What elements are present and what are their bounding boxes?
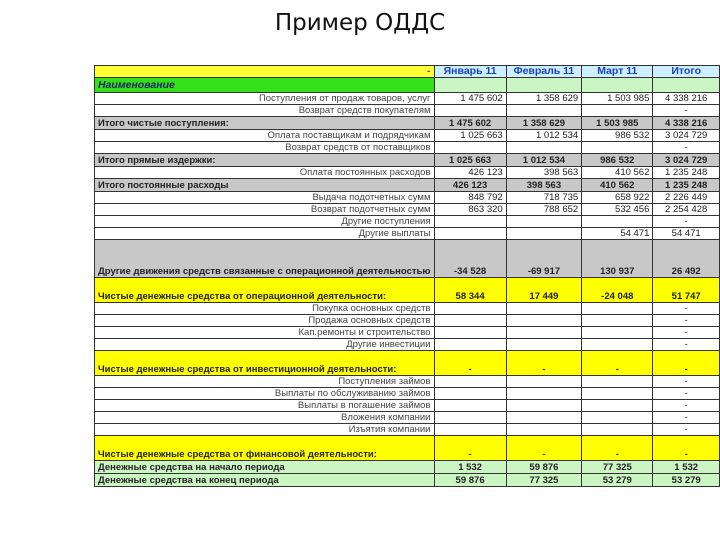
- value-cell: 51 747: [653, 278, 720, 303]
- row-label: Денежные средства на конец периода: [95, 474, 435, 487]
- value-cell: [582, 105, 653, 117]
- value-cell: [582, 412, 653, 424]
- column-header-total: Итого: [653, 66, 720, 78]
- table-row: [95, 436, 720, 461]
- table-row: [95, 130, 720, 142]
- row-label: Другие выплаты: [95, 228, 435, 240]
- value-cell: 3 024 729: [653, 130, 720, 142]
- value-cell: 1 025 663: [434, 154, 506, 167]
- value-cell: -69 917: [506, 240, 582, 278]
- column-header-march: Март 11: [582, 66, 653, 78]
- table-row: [95, 240, 720, 278]
- row-label: Кап.ремонты и строительство: [95, 327, 435, 339]
- value-cell: -: [653, 388, 720, 400]
- value-cell: 1 012 534: [506, 130, 582, 142]
- header-row: [95, 66, 720, 78]
- value-cell: [582, 388, 653, 400]
- table-row: [95, 216, 720, 228]
- value-cell: 1 532: [653, 461, 720, 474]
- value-cell: [506, 216, 582, 228]
- value-cell: -: [653, 351, 720, 376]
- value-cell: 53 279: [582, 474, 653, 487]
- value-cell: 4 338 216: [653, 93, 720, 105]
- value-cell: 77 325: [582, 461, 653, 474]
- row-label: Чистые денежные средства от финансовой деятельности:: [95, 436, 435, 461]
- value-cell: [434, 303, 506, 315]
- value-cell: 1 358 629: [506, 117, 582, 130]
- value-cell: -: [653, 327, 720, 339]
- value-cell: 2 254 428: [653, 204, 720, 216]
- value-cell: 54 471: [653, 228, 720, 240]
- value-cell: [506, 400, 582, 412]
- value-cell: 58 344: [434, 278, 506, 303]
- row-label: Поступления от продаж товаров, услуг: [95, 93, 435, 105]
- value-cell: [434, 424, 506, 436]
- value-cell: 426 123: [434, 179, 506, 192]
- table-row: [95, 105, 720, 117]
- table-row: [95, 315, 720, 327]
- row-label: Продажа основных средств: [95, 315, 435, 327]
- value-cell: 1 235 248: [653, 179, 720, 192]
- empty-cell: [506, 78, 582, 93]
- value-cell: -: [582, 436, 653, 461]
- value-cell: 1 235 248: [653, 167, 720, 179]
- row-label: Выплаты в погашение займов: [95, 400, 435, 412]
- value-cell: [434, 228, 506, 240]
- value-cell: 1 358 629: [506, 93, 582, 105]
- name-header: Наименование: [95, 78, 435, 93]
- row-label: Выплаты по обслуживанию займов: [95, 388, 435, 400]
- value-cell: 1 012 534: [506, 154, 582, 167]
- value-cell: -: [653, 315, 720, 327]
- value-cell: -24 048: [582, 278, 653, 303]
- table-row: [95, 388, 720, 400]
- value-cell: 718 735: [506, 192, 582, 204]
- cash-flow-table: [94, 65, 720, 487]
- table-row: [95, 192, 720, 204]
- value-cell: 788 652: [506, 204, 582, 216]
- table-row: [95, 461, 720, 474]
- value-cell: [582, 376, 653, 388]
- column-header-january: Январь 11: [434, 66, 506, 78]
- row-label: Денежные средства на начало периода: [95, 461, 435, 474]
- value-cell: 54 471: [582, 228, 653, 240]
- table-row: [95, 179, 720, 192]
- table-row: [95, 117, 720, 130]
- value-cell: -34 528: [434, 240, 506, 278]
- value-cell: [506, 142, 582, 154]
- row-label: Возврат подотчетных сумм: [95, 204, 435, 216]
- slide-title: Пример ОДДС: [274, 10, 446, 36]
- value-cell: -: [653, 376, 720, 388]
- value-cell: [506, 412, 582, 424]
- value-cell: -: [653, 424, 720, 436]
- value-cell: [506, 388, 582, 400]
- value-cell: 1 503 985: [582, 93, 653, 105]
- value-cell: 2 226 449: [653, 192, 720, 204]
- value-cell: -: [506, 351, 582, 376]
- empty-cell: [582, 78, 653, 93]
- value-cell: -: [582, 351, 653, 376]
- value-cell: 1 475 602: [434, 117, 506, 130]
- table-row: [95, 278, 720, 303]
- row-label: Оплата поставщикам и подрядчикам: [95, 130, 435, 142]
- row-label: Чистые денежные средства от инвестиционной деятельности:: [95, 351, 435, 376]
- value-cell: 59 876: [434, 474, 506, 487]
- value-cell: [434, 376, 506, 388]
- table-row: [95, 351, 720, 376]
- value-cell: 53 279: [653, 474, 720, 487]
- row-label: Итого постоянные расходы: [95, 179, 435, 192]
- name-row: [95, 78, 720, 93]
- table-row: [95, 154, 720, 167]
- value-cell: [582, 339, 653, 351]
- value-cell: 17 449: [506, 278, 582, 303]
- value-cell: 4 338 216: [653, 117, 720, 130]
- value-cell: -: [653, 400, 720, 412]
- header-corner: -: [95, 66, 435, 78]
- value-cell: 77 325: [506, 474, 582, 487]
- value-cell: [582, 315, 653, 327]
- value-cell: -: [653, 412, 720, 424]
- value-cell: [434, 327, 506, 339]
- empty-cell: [653, 78, 720, 93]
- value-cell: [434, 388, 506, 400]
- row-label: Итого прямые издержки:: [95, 154, 435, 167]
- value-cell: 410 562: [582, 167, 653, 179]
- value-cell: [506, 327, 582, 339]
- table-row: [95, 474, 720, 487]
- value-cell: -: [653, 436, 720, 461]
- row-label: Другие инвестиции: [95, 339, 435, 351]
- value-cell: 398 563: [506, 167, 582, 179]
- value-cell: [434, 412, 506, 424]
- value-cell: 1 025 663: [434, 130, 506, 142]
- table-row: [95, 204, 720, 216]
- value-cell: [506, 376, 582, 388]
- table-row: [95, 400, 720, 412]
- value-cell: 1 475 602: [434, 93, 506, 105]
- value-cell: 410 562: [582, 179, 653, 192]
- value-cell: [434, 216, 506, 228]
- value-cell: [434, 339, 506, 351]
- row-label: Чистые денежные средства от операционной деятельности:: [95, 278, 435, 303]
- value-cell: [506, 315, 582, 327]
- value-cell: 1 532: [434, 461, 506, 474]
- value-cell: [582, 142, 653, 154]
- table-row: [95, 93, 720, 105]
- value-cell: [506, 424, 582, 436]
- value-cell: [506, 339, 582, 351]
- row-label: Возврат средств покупателям: [95, 105, 435, 117]
- table-row: [95, 412, 720, 424]
- table-row: [95, 142, 720, 154]
- row-label: Другие поступления: [95, 216, 435, 228]
- row-label: Другие движения средств связанные с операционной деятельностью: [95, 240, 435, 278]
- value-cell: 426 123: [434, 167, 506, 179]
- row-label: Оплата постоянных расходов: [95, 167, 435, 179]
- value-cell: [434, 142, 506, 154]
- table-row: [95, 228, 720, 240]
- row-label: Возврат средств от поставщиков: [95, 142, 435, 154]
- value-cell: -: [653, 303, 720, 315]
- value-cell: 863 320: [434, 204, 506, 216]
- row-label: Поступления займов: [95, 376, 435, 388]
- table-row: [95, 424, 720, 436]
- row-label: Итого чистые поступления:: [95, 117, 435, 130]
- value-cell: 848 792: [434, 192, 506, 204]
- value-cell: -: [653, 142, 720, 154]
- value-cell: -: [434, 436, 506, 461]
- row-label: Изъятия компании: [95, 424, 435, 436]
- value-cell: 398 563: [506, 179, 582, 192]
- table-row: [95, 327, 720, 339]
- value-cell: 658 922: [582, 192, 653, 204]
- value-cell: [506, 228, 582, 240]
- value-cell: 59 876: [506, 461, 582, 474]
- column-header-february: Февраль 11: [506, 66, 582, 78]
- value-cell: -: [653, 216, 720, 228]
- value-cell: [582, 216, 653, 228]
- table-row: [95, 303, 720, 315]
- value-cell: 1 503 985: [582, 117, 653, 130]
- row-label: Выдача подотчетных сумм: [95, 192, 435, 204]
- empty-cell: [434, 78, 506, 93]
- value-cell: [582, 424, 653, 436]
- value-cell: [434, 400, 506, 412]
- value-cell: -: [653, 339, 720, 351]
- value-cell: [506, 105, 582, 117]
- value-cell: 986 532: [582, 154, 653, 167]
- value-cell: 986 532: [582, 130, 653, 142]
- value-cell: [434, 105, 506, 117]
- value-cell: -: [653, 105, 720, 117]
- value-cell: -: [434, 351, 506, 376]
- value-cell: [582, 303, 653, 315]
- value-cell: 130 937: [582, 240, 653, 278]
- row-label: Вложения компании: [95, 412, 435, 424]
- value-cell: -: [506, 436, 582, 461]
- value-cell: 532 456: [582, 204, 653, 216]
- table-row: [95, 376, 720, 388]
- value-cell: [582, 400, 653, 412]
- value-cell: 3 024 729: [653, 154, 720, 167]
- value-cell: [506, 303, 582, 315]
- row-label: Покупка основных средств: [95, 303, 435, 315]
- value-cell: [582, 327, 653, 339]
- value-cell: 26 492: [653, 240, 720, 278]
- table-row: [95, 339, 720, 351]
- value-cell: [434, 315, 506, 327]
- table-row: [95, 167, 720, 179]
